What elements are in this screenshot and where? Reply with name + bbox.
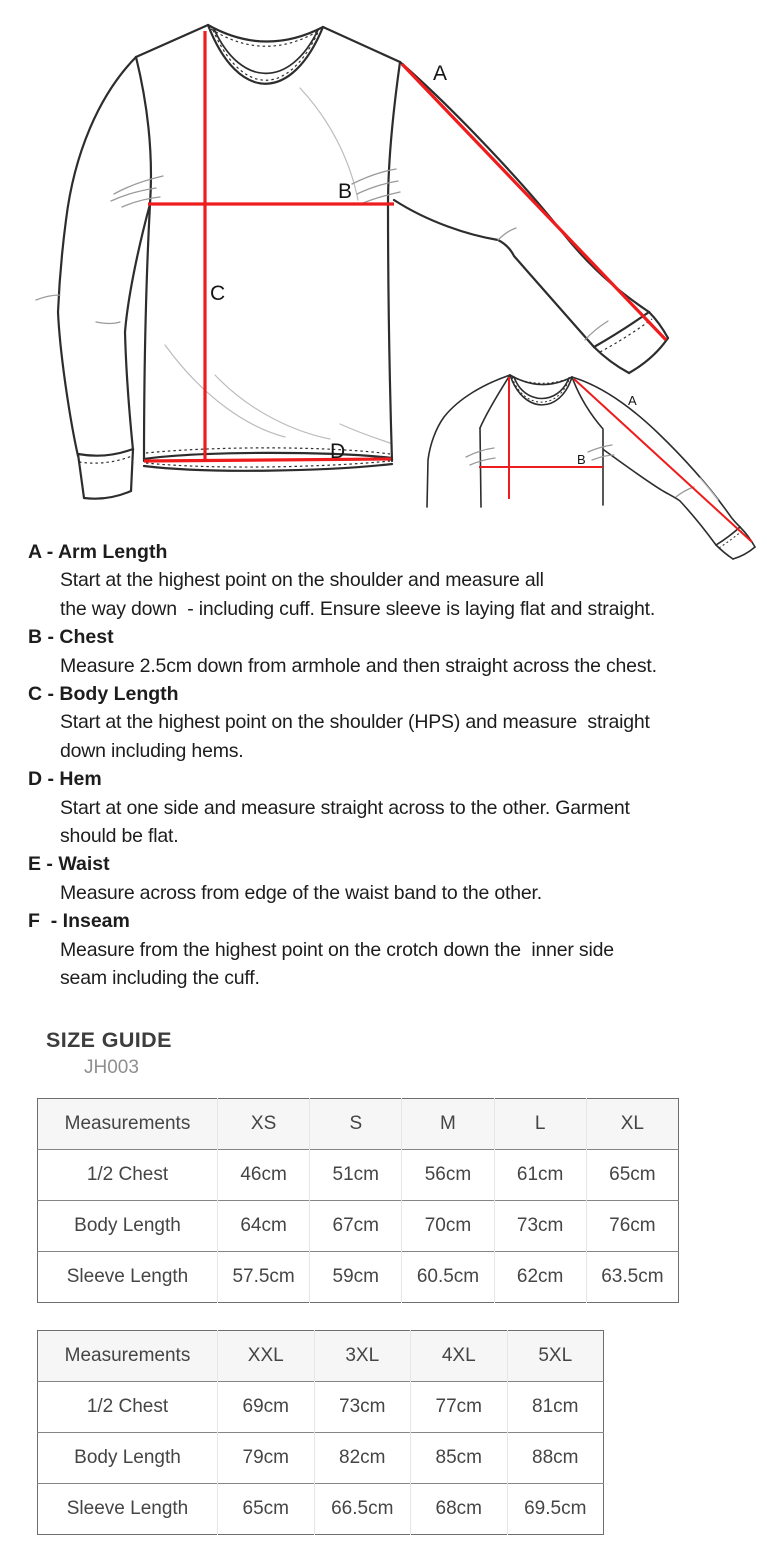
- size-table-header-cell: XS: [218, 1099, 310, 1150]
- size-table-cell: 68cm: [411, 1484, 508, 1535]
- measurement-label-a: A: [433, 62, 448, 85]
- size-table-cell: 46cm: [218, 1150, 310, 1201]
- garment-measurement-illustration: [0, 0, 767, 600]
- size-table-row: [38, 1252, 679, 1303]
- size-table-cell: 62cm: [494, 1252, 586, 1303]
- size-table-cell: 82cm: [314, 1433, 411, 1484]
- size-table-cell: 67cm: [310, 1201, 402, 1252]
- size-table-row: [38, 1150, 679, 1201]
- size-table-header-cell: XXL: [218, 1331, 315, 1382]
- guide-item-heading: C - Body Length: [28, 683, 179, 706]
- guide-item-heading: B - Chest: [28, 626, 114, 649]
- measurement-line-a: [402, 64, 666, 340]
- size-table-header-row: [38, 1331, 604, 1382]
- size-table-row-label: Body Length: [38, 1201, 218, 1252]
- size-table-row-label: 1/2 Chest: [38, 1150, 218, 1201]
- size-table-cell: 63.5cm: [586, 1252, 678, 1303]
- guide-item-text: should be flat.: [60, 825, 179, 848]
- size-table-cell: 60.5cm: [402, 1252, 494, 1303]
- size-table-cell: 77cm: [411, 1382, 508, 1433]
- size-table-xxl-5xl: [37, 1330, 604, 1535]
- guide-item-heading: D - Hem: [28, 768, 102, 791]
- garment-front-diagram: [36, 25, 668, 499]
- size-table-header-cell: 3XL: [314, 1331, 411, 1382]
- size-table-row: [38, 1484, 604, 1535]
- measurement-label-b: B: [338, 180, 353, 203]
- garment-back-inset-diagram: [427, 375, 755, 559]
- measurement-guide: [28, 538, 754, 993]
- guide-item-text: Measure from the highest point on the crotch down the inner side: [60, 938, 614, 961]
- size-table-cell: 65cm: [218, 1484, 315, 1535]
- size-table-header-row: [38, 1099, 679, 1150]
- guide-item-text: Start at the highest point on the shoulder and measure all: [60, 569, 544, 592]
- guide-item-heading: A - Arm Length: [28, 541, 168, 563]
- guide-item-text: Start at the highest point on the shoulder (HPS) and measure straight: [60, 711, 650, 734]
- measurement-line-d: [144, 459, 391, 461]
- size-table-header-cell: XL: [586, 1099, 678, 1150]
- inset-measurement-label-b: B: [577, 452, 586, 467]
- size-table-cell: 59cm: [310, 1252, 402, 1303]
- size-table-cell: 70cm: [402, 1201, 494, 1252]
- product-code: JH003: [84, 1057, 139, 1078]
- inset-measurement-line-a: [574, 379, 752, 542]
- size-table-cell: 76cm: [586, 1201, 678, 1252]
- size-table-body: [38, 1382, 604, 1535]
- size-table-row: [38, 1433, 604, 1484]
- size-table-header-cell: Measurements: [38, 1099, 218, 1150]
- size-table-cell: 69.5cm: [507, 1484, 604, 1535]
- size-table-header-cell: M: [402, 1099, 494, 1150]
- size-table-header-cell: L: [494, 1099, 586, 1150]
- size-table-cell: 85cm: [411, 1433, 508, 1484]
- size-table-body: [38, 1150, 679, 1303]
- size-table-cell: 81cm: [507, 1382, 604, 1433]
- size-table-cell: 88cm: [507, 1433, 604, 1484]
- size-table-cell: 65cm: [586, 1150, 678, 1201]
- guide-item-text: Measure 2.5cm down from armhole and then straight across the chest.: [60, 654, 657, 677]
- size-table-header-cell: 4XL: [411, 1331, 508, 1382]
- wrinkle-details: [36, 169, 608, 340]
- guide-item-text: down including hems.: [60, 739, 244, 762]
- size-table-cell: 73cm: [494, 1201, 586, 1252]
- size-table-cell: 57.5cm: [218, 1252, 310, 1303]
- size-table-header-cell: 5XL: [507, 1331, 604, 1382]
- measurement-label-d: D: [330, 440, 346, 463]
- size-guide-title: SIZE GUIDE: [46, 1028, 172, 1052]
- shading-strokes: [165, 88, 390, 443]
- size-table-cell: 73cm: [314, 1382, 411, 1433]
- size-table-xs-xl: [37, 1098, 679, 1303]
- measurement-label-c: C: [210, 282, 226, 305]
- guide-item-heading: E - Waist: [28, 853, 110, 876]
- size-table-cell: 56cm: [402, 1150, 494, 1201]
- size-table-row-label: Sleeve Length: [38, 1252, 218, 1303]
- guide-item-text: Measure across from edge of the waist band to the other.: [60, 881, 542, 904]
- size-table-cell: 66.5cm: [314, 1484, 411, 1535]
- size-table-cell: 79cm: [218, 1433, 315, 1484]
- size-table-header-cell: S: [310, 1099, 402, 1150]
- size-table-row: [38, 1382, 604, 1433]
- size-table-cell: 61cm: [494, 1150, 586, 1201]
- inset-measurement-label-a: A: [628, 393, 637, 408]
- size-table-head: [38, 1099, 679, 1150]
- size-table-cell: 69cm: [218, 1382, 315, 1433]
- size-table-head: [38, 1331, 604, 1382]
- guide-item-heading: F - Inseam: [28, 910, 130, 933]
- size-table-row: [38, 1201, 679, 1252]
- size-table-cell: 64cm: [218, 1201, 310, 1252]
- size-table-cell: 51cm: [310, 1150, 402, 1201]
- size-table-row-label: 1/2 Chest: [38, 1382, 218, 1433]
- guide-item-text: the way down - including cuff. Ensure sleeve is laying flat and straight.: [60, 597, 656, 620]
- size-table-header-cell: Measurements: [38, 1331, 218, 1382]
- size-table-row-label: Sleeve Length: [38, 1484, 218, 1535]
- guide-item-text: Start at one side and measure straight across to the other. Garment: [60, 796, 630, 819]
- size-table-row-label: Body Length: [38, 1433, 218, 1484]
- guide-item-text: seam including the cuff.: [60, 967, 260, 990]
- inset-wrinkle-details: [466, 445, 718, 500]
